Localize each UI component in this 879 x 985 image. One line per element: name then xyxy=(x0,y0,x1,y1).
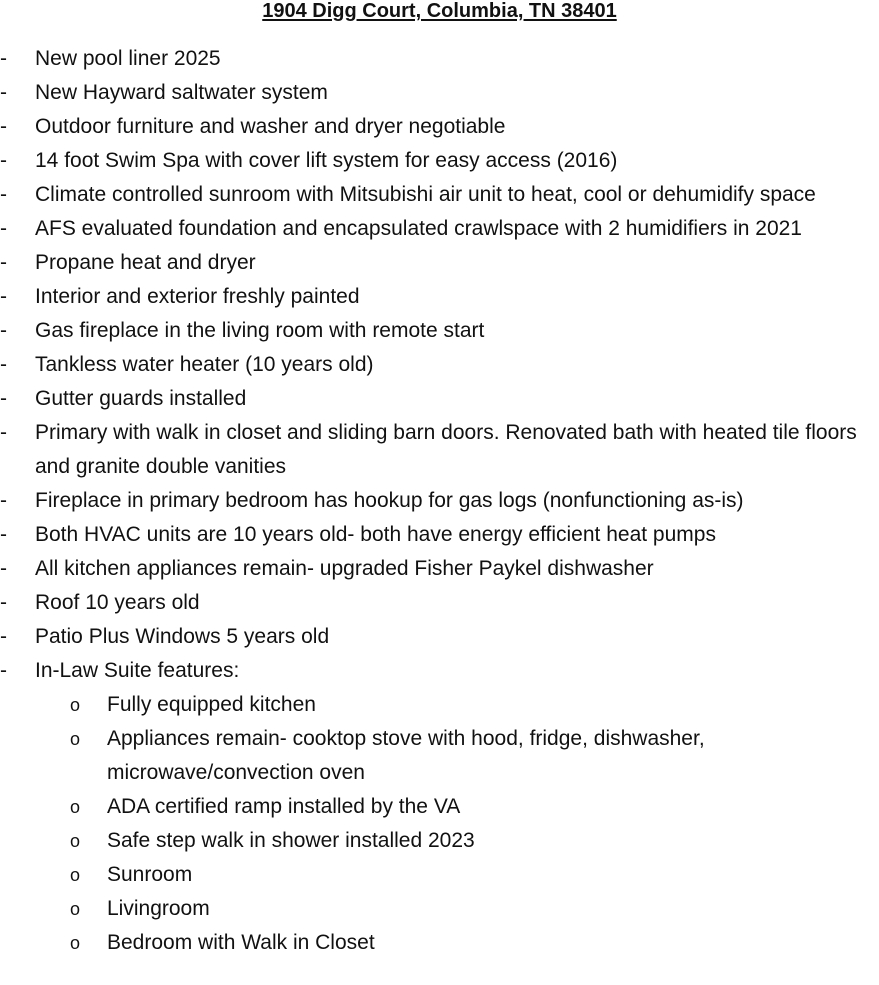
list-item-text: 14 foot Swim Spa with cover lift system for easy access (2016) xyxy=(35,149,618,172)
dash-bullet: - xyxy=(0,353,7,376)
dash-bullet: - xyxy=(0,557,7,580)
list-item-text: AFS evaluated foundation and encapsulated crawlspace with 2 humidifiers in 2021 xyxy=(35,217,802,240)
dash-bullet: - xyxy=(0,115,7,138)
sub-list-item xyxy=(0,688,879,722)
sub-list-item xyxy=(0,790,879,824)
list-item-text: New Hayward saltwater system xyxy=(35,81,328,104)
list-item xyxy=(0,110,879,144)
list-item-text: Interior and exterior freshly painted xyxy=(35,285,360,308)
circle-bullet-icon: o xyxy=(70,899,81,919)
list-item xyxy=(0,42,879,76)
list-item xyxy=(0,518,879,552)
dash-bullet: - xyxy=(0,285,7,308)
list-item-text: Both HVAC units are 10 years old- both have energy efficient heat pumps xyxy=(35,523,716,546)
list-item xyxy=(0,314,879,348)
list-item xyxy=(0,382,879,416)
dash-bullet: - xyxy=(0,47,7,70)
sub-list-item-text: Sunroom xyxy=(107,863,193,886)
dash-bullet: - xyxy=(0,489,7,512)
circle-bullet-icon: o xyxy=(70,695,81,715)
list-item-text: Primary with walk in closet and sliding barn doors. Renovated bath with heated tile floors and granite double vanities xyxy=(35,421,857,478)
list-item xyxy=(0,586,879,620)
list-item-text: Patio Plus Windows 5 years old xyxy=(35,625,330,648)
list-item xyxy=(0,144,879,178)
list-item-text: Tankless water heater (10 years old) xyxy=(35,353,374,376)
list-item xyxy=(0,416,879,484)
sub-list-item-text: Safe step walk in shower installed 2023 xyxy=(107,829,475,852)
sub-list-item-text: Appliances remain- cooktop stove with hood, fridge, dishwasher, microwave/convection oven xyxy=(107,727,705,784)
dash-bullet: - xyxy=(0,217,7,240)
list-item-text: Climate controlled sunroom with Mitsubishi air unit to heat, cool or dehumidify space xyxy=(35,183,816,206)
dash-bullet: - xyxy=(0,149,7,172)
dash-bullet: - xyxy=(0,625,7,648)
dash-bullet: - xyxy=(0,659,7,682)
list-item xyxy=(0,348,879,382)
circle-bullet-icon: o xyxy=(70,729,81,749)
dash-bullet: - xyxy=(0,421,7,444)
list-item-text: Propane heat and dryer xyxy=(35,251,256,274)
list-item xyxy=(0,76,879,110)
circle-bullet-icon: o xyxy=(70,865,81,885)
sub-list-item-text: Livingroom xyxy=(107,897,210,920)
list-item xyxy=(0,178,879,212)
list-item-text: All kitchen appliances remain- upgraded Fisher Paykel dishwasher xyxy=(35,557,654,580)
list-item-text: New pool liner 2025 xyxy=(35,47,221,70)
dash-bullet: - xyxy=(0,319,7,342)
list-item-text: Gas fireplace in the living room with remote start xyxy=(35,319,485,342)
sub-list-item xyxy=(0,926,879,960)
page-title: 1904 Digg Court, Columbia, TN 38401 xyxy=(262,0,617,22)
sub-list-item xyxy=(0,892,879,926)
list-item xyxy=(0,212,879,246)
list-item xyxy=(0,654,879,960)
dash-bullet: - xyxy=(0,183,7,206)
circle-bullet-icon: o xyxy=(70,831,81,851)
list-item xyxy=(0,246,879,280)
features-list xyxy=(0,42,879,960)
sub-list-item-text: ADA certified ramp installed by the VA xyxy=(107,795,461,818)
list-item xyxy=(0,620,879,654)
dash-bullet: - xyxy=(0,523,7,546)
list-item-text: Gutter guards installed xyxy=(35,387,247,410)
circle-bullet-icon: o xyxy=(70,797,81,817)
circle-bullet-icon: o xyxy=(70,933,81,953)
sub-list-item xyxy=(0,858,879,892)
list-item xyxy=(0,552,879,586)
list-item-text: In-Law Suite features: xyxy=(35,659,240,682)
sub-list-item xyxy=(0,722,879,790)
sub-list-item-text: Fully equipped kitchen xyxy=(107,693,316,716)
dash-bullet: - xyxy=(0,387,7,410)
in-law-suite-list xyxy=(35,688,879,960)
dash-bullet: - xyxy=(0,591,7,614)
list-item xyxy=(0,484,879,518)
dash-bullet: - xyxy=(0,251,7,274)
list-item-text: Roof 10 years old xyxy=(35,591,200,614)
sub-list-item xyxy=(0,824,879,858)
list-item-text: Outdoor furniture and washer and dryer negotiable xyxy=(35,115,506,138)
sub-list-item-text: Bedroom with Walk in Closet xyxy=(107,931,375,954)
list-item-text: Fireplace in primary bedroom has hookup for gas logs (nonfunctioning as-is) xyxy=(35,489,744,512)
dash-bullet: - xyxy=(0,81,7,104)
list-item xyxy=(0,280,879,314)
